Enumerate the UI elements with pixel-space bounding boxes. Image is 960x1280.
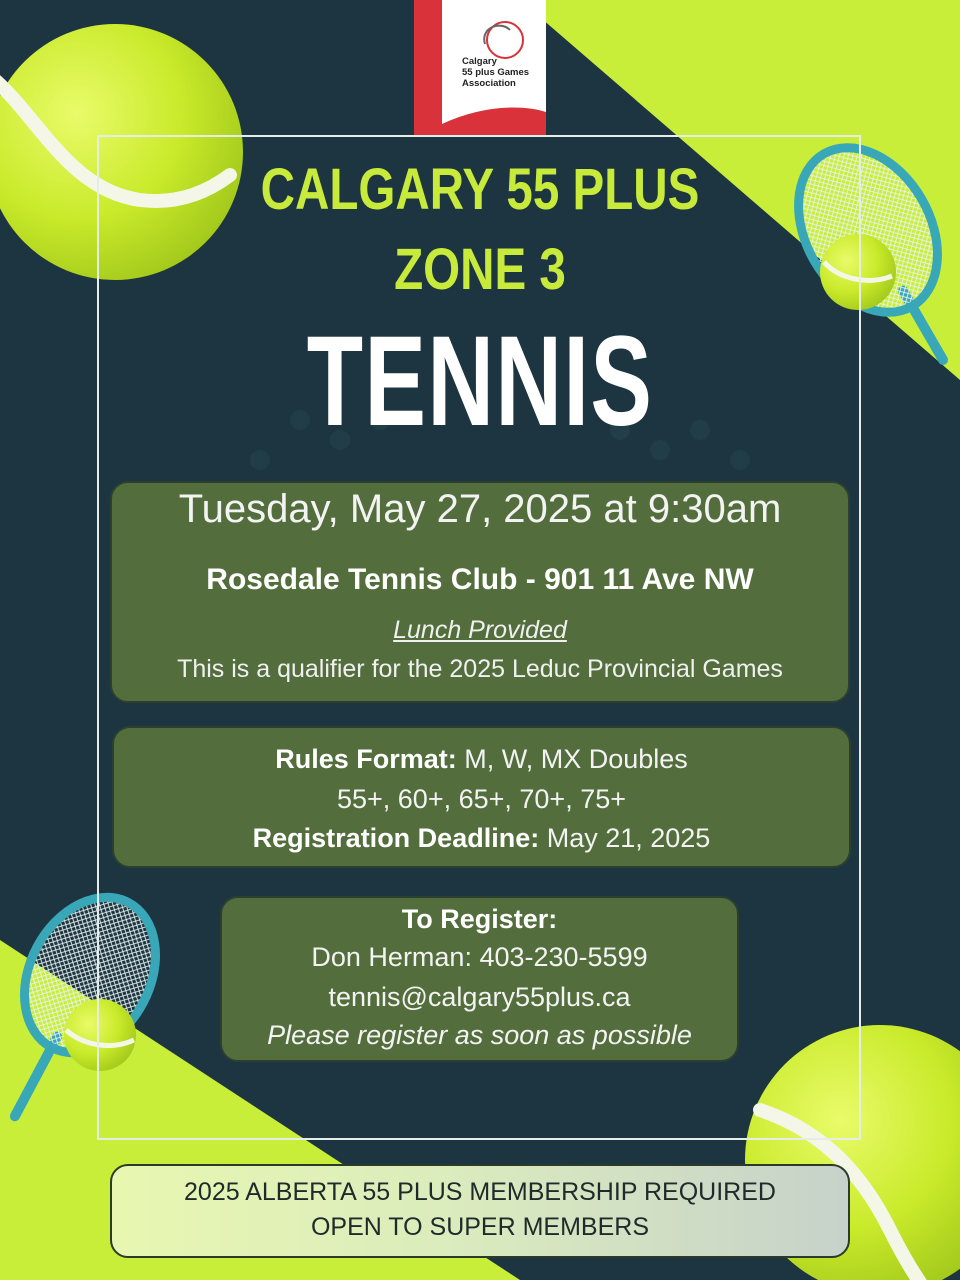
logo-line-2: 55 plus Games [462,67,530,78]
rules-box [112,726,851,868]
lunch-note: Lunch Provided [393,616,567,644]
header-title-line1: CALGARY 55 PLUS [260,157,700,222]
rules-format-line [114,744,849,775]
rules-format-label: Rules Format: [275,744,457,774]
rules-format-value: M, W, MX Doubles [456,744,688,774]
age-groups: 55+, 60+, 65+, 70+, 75+ [336,784,626,814]
footer-line-2: OPEN TO SUPER MEMBERS [310,1213,650,1241]
footer-line-1: 2025 ALBERTA 55 PLUS MEMBERSHIP REQUIRED [184,1178,776,1206]
deadline-line [114,823,849,854]
header-title-sport: TENNIS [306,310,654,453]
register-email[interactable]: tennis@calgary55plus.ca [328,982,631,1012]
membership-footer [110,1164,850,1258]
logo-line-1: Calgary [462,56,497,67]
header-title-line2: ZONE 3 [394,237,566,302]
deadline-label: Registration Deadline: [252,823,540,853]
logo-text [462,56,546,89]
register-box [220,896,739,1062]
deadline-value: May 21, 2025 [539,823,711,853]
event-details-box [110,481,850,703]
logo-line-3: Association [462,78,516,89]
qualifier-note: This is a qualifier for the 2025 Leduc Provincial Games [177,655,783,683]
register-contact: Don Herman: 403-230-5599 [311,942,648,972]
event-date: Tuesday, May 27, 2025 at 9:30am [178,487,782,531]
register-note: Please register as soon as possible [267,1020,692,1050]
event-venue: Rosedale Tennis Club - 901 11 Ave NW [206,563,754,596]
register-heading: To Register: [401,904,558,934]
